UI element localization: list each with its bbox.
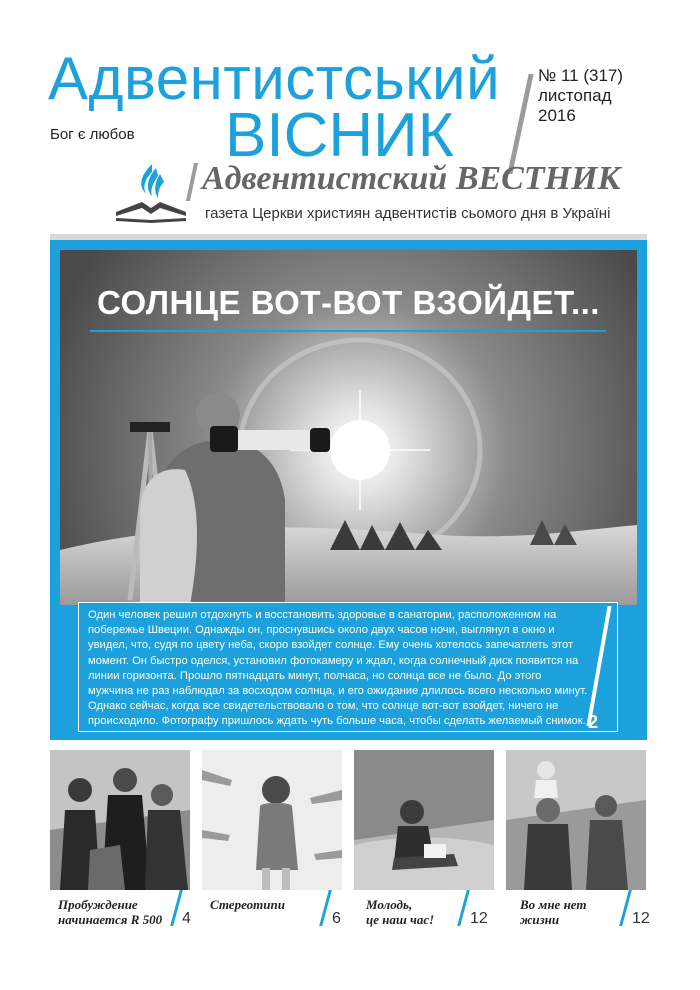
thumb-caption-life: Во мне нет жизни bbox=[520, 897, 587, 927]
cover-headline: СОЛНЦЕ ВОТ-ВОТ ВЗОЙДЕТ... bbox=[97, 284, 600, 321]
thumb-divider bbox=[319, 890, 332, 926]
issue-info bbox=[538, 66, 623, 126]
thumb-caption-awakening: Пробуждение начинается R 500 bbox=[58, 897, 163, 927]
cover-story-text: Один человек решил отдохнуть и восстановить здоровье в санатории, расположенном на побережье Швеции. Однажды он, проснувшись около двух часов ночи, выглянул в окно и увидел, что, судя по цвету неба, скоро взойдет солнце. Ему очень хотелось запечатлеть этот момент. Он быстро оделся, установил фотокамеру и ждал, когда солнечный диск появится на линии горизонта. Прошло пятнадцать минут, полчаса, но солнца все не было. До этого мужчина не раз наблюдал за восходом солнца, и его ожидание длилось всего несколько минут. Однако сейчас, когда все свидетельствовало о том, что солнце вот-вот взойдет, ничего не происходило. Фотографу пришлось ждать чуть больше часа, чтобы сделать желаемый снимок. bbox=[88, 609, 588, 728]
masthead-subtitle: газета Церкви християн адвентистів сьомого дня в Україні bbox=[205, 205, 611, 222]
thumb-page-life: 12 bbox=[632, 910, 650, 927]
thumb-caption-stereotypes: Стереотипи bbox=[210, 897, 285, 912]
issue-number: № 11 (317) bbox=[538, 66, 624, 85]
thumb-page-awakening: 4 bbox=[182, 910, 191, 927]
headline-underline bbox=[90, 330, 606, 332]
thumb-photo-stereotypes bbox=[202, 750, 342, 890]
thumb-photo-reformation bbox=[50, 750, 190, 890]
thumb-page-youth: 12 bbox=[470, 910, 488, 927]
issue-month: листопад bbox=[538, 86, 612, 105]
thumb-photo-youth bbox=[354, 750, 494, 890]
thumb-divider bbox=[457, 890, 470, 926]
masthead-title-ru: Адвентистский ВЕСТНИК bbox=[202, 160, 621, 197]
issue-divider bbox=[507, 74, 533, 174]
masthead-title-ua: Адвентистський bbox=[48, 45, 501, 112]
issue-year: 2016 bbox=[538, 106, 576, 125]
thumb-divider bbox=[170, 890, 183, 926]
thumb-divider bbox=[619, 890, 632, 926]
thumb-caption-youth: Молодь, це наш час! bbox=[366, 897, 435, 927]
masthead-title-visnyk: ВІСНИК bbox=[225, 101, 454, 170]
motto: Бог є любов bbox=[50, 126, 135, 143]
thumb-page-stereotypes: 6 bbox=[332, 910, 341, 927]
thumb-photo-family bbox=[506, 750, 646, 890]
cover-story-page: 2 bbox=[588, 712, 599, 732]
church-logo-icon bbox=[112, 162, 190, 224]
